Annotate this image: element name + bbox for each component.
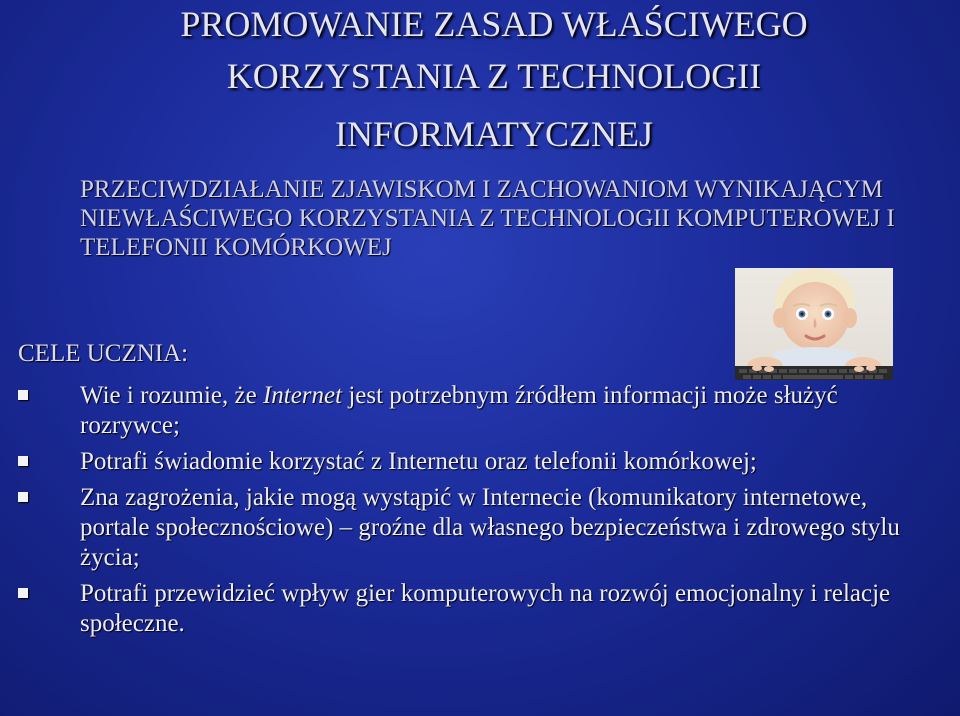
list-item xyxy=(0,483,960,573)
title-line-1: PROMOWANIE ZASAD WŁAŚCIWEGO xyxy=(180,4,808,44)
goals-list xyxy=(0,381,960,645)
item-text-emphasis: Internet xyxy=(262,382,343,409)
item-text: Potrafi przewidzieć wpływ gier komputerowych na rozwój emocjonalny i relacje społeczne. xyxy=(80,580,891,637)
square-bullet-icon xyxy=(18,492,28,502)
section-label-goals: CELE UCZNIA: xyxy=(18,340,189,367)
title-line-2: KORZYSTANIA Z TECHNOLOGII xyxy=(226,56,762,96)
square-bullet-icon xyxy=(18,588,28,598)
item-text-after: jest potrzebnym źródłem informacji może służyć rozrywce; xyxy=(80,382,838,439)
title-line-3: INFORMATYCZNEJ xyxy=(334,114,654,154)
item-text-before: Wie i rozumie, że xyxy=(80,382,263,409)
list-item xyxy=(0,579,960,639)
child-photo-illustration xyxy=(735,268,893,380)
square-bullet-icon xyxy=(18,456,28,466)
subtitle: PRZECIWDZIAŁANIE ZJAWISKOM I ZACHOWANIOM WYNIKAJĄCYM NIEWŁAŚCIWEGO KORZYSTANIA Z TECHNOLOGII KOMPUTEROWEJ I TELEFONII KOMÓRKOWEJ xyxy=(80,176,895,261)
square-bullet-icon xyxy=(18,390,28,400)
list-item xyxy=(0,447,960,477)
item-text: Potrafi świadomie korzystać z Internetu oraz telefonii komórkowej; xyxy=(80,448,757,475)
list-item xyxy=(0,381,960,441)
item-text: Zna zagrożenia, jakie mogą wystąpić w Internecie (komunikatory internetowe, portale społecznościowe) – groźne dla własnego bezpieczeństwa i zdrowego stylu życia; xyxy=(80,484,900,571)
child-keyboard-photo xyxy=(735,268,893,380)
